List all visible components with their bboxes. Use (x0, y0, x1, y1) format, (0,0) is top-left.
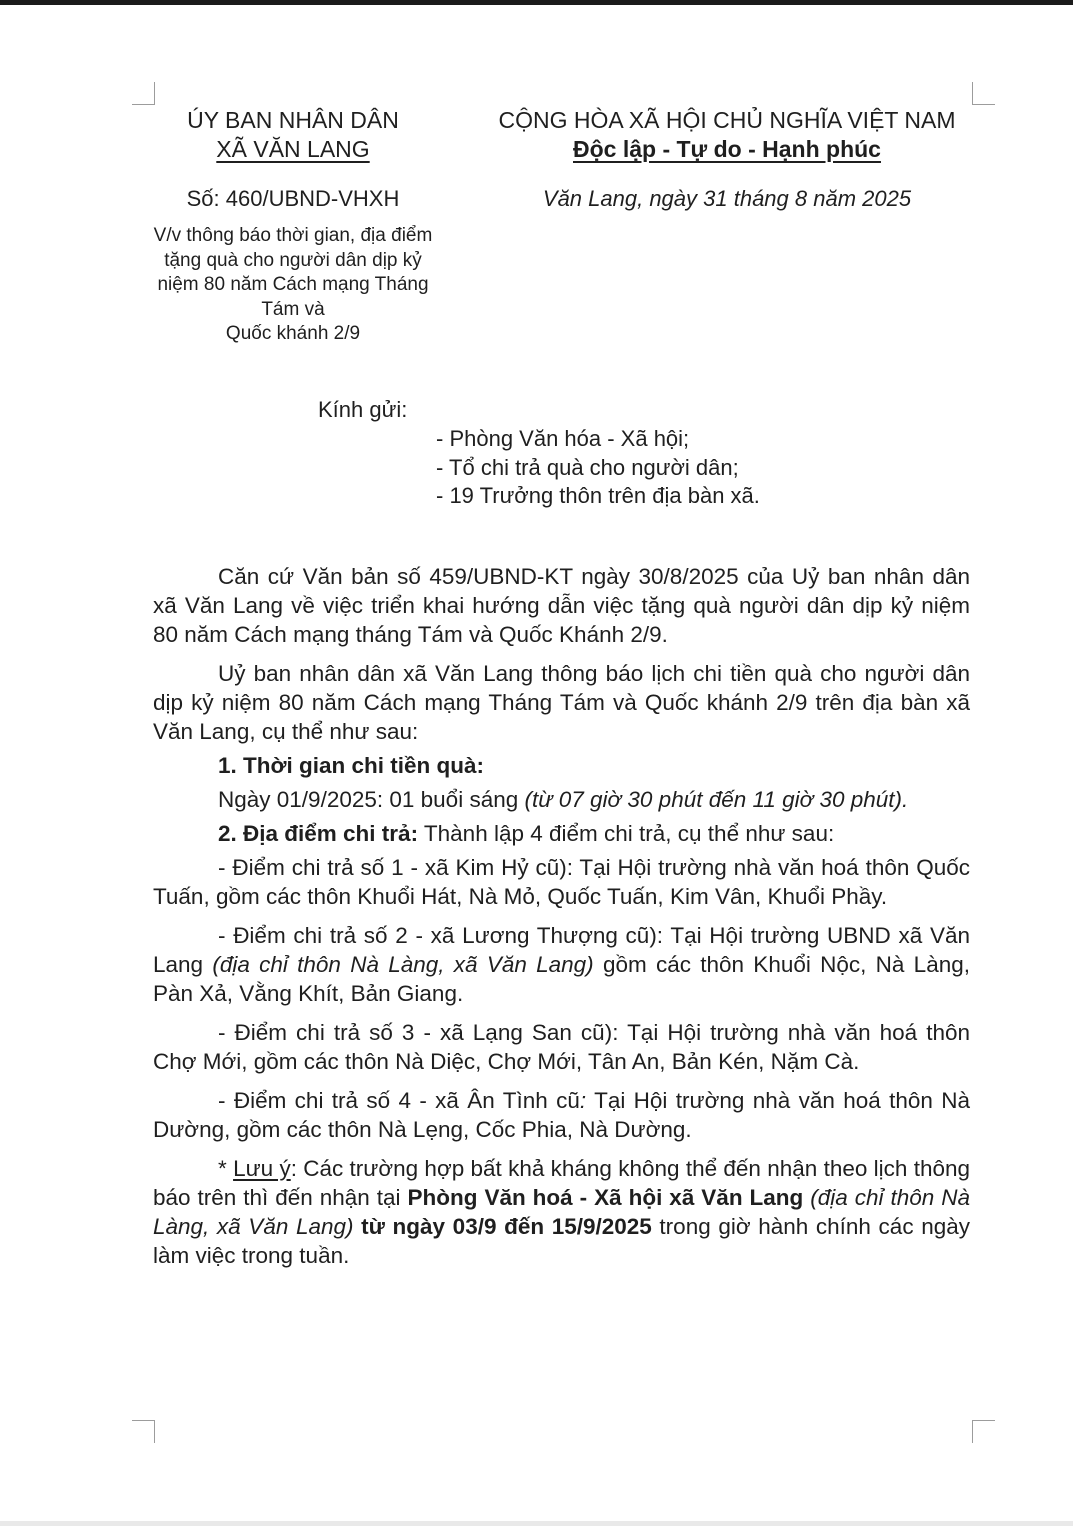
location-2-text: - Điểm chi trả số 2 - xã Lương Thượng cũ): Tại Hội trường UBND xã Văn Lang (153, 923, 970, 977)
recipient-item: - Phòng Văn hóa - Xã hội; (436, 426, 690, 451)
paragraph-time (153, 785, 970, 814)
location-item-3: - Điểm chi trả số 3 - xã Lạng San cũ): Tại Hội trường nhà văn hoá thôn Chợ Mới, gồm các thôn Nà Diệc, Chợ Mới, Tân An, Bản Kén, Nặm Cà. (153, 1020, 970, 1074)
motto-line (492, 135, 962, 164)
location-item-4 (153, 1086, 970, 1144)
crop-mark-bottom-left (132, 1420, 155, 1443)
crop-mark-bottom-right (972, 1420, 995, 1443)
authority-name: XÃ VĂN LANG (216, 136, 370, 162)
authority-line-1: ÚY BAN NHÂN DÂN (187, 107, 399, 133)
paragraph-note (153, 1154, 970, 1270)
note-hours: trong giờ hành chính các ngày làm việc trong tuần. (153, 1214, 970, 1268)
paragraph-legal-basis: Căn cứ Văn bản số 459/UBND-KT ngày 30/8/2025 của Uỷ ban nhân dân xã Văn Lang về việc triển khai hướng dẫn việc tặng quà người dân dịp kỷ niệm 80 năm Cách mạng tháng Tám và Quốc Khánh 2/9. (153, 564, 970, 647)
location-4-detail: Tại Hội trường nhà văn hoá thôn Nà Dường, gồm các thôn Nà Lẹng, Cốc Phia, Nà Dường. (153, 1088, 970, 1142)
recipients-label: Kính gửi: (318, 397, 408, 422)
national-title-line: CỘNG HÒA XÃ HỘI CHỦ NGHĨA VIỆT NAM (498, 107, 956, 133)
location-4-text: - Điểm chi trả số 4 - xã Ân Tình cũ (218, 1088, 580, 1113)
time-hours: (từ 07 giờ 30 phút đến 11 giờ 30 phút). (524, 787, 909, 812)
note-label: Lưu ý (233, 1156, 291, 1181)
recipient-item: - Tổ chi trả quà cho người dân; (436, 454, 739, 480)
document-body (153, 562, 970, 1270)
note-text: : Các trường hợp bất khả kháng không thể đến nhận theo lịch thông báo trên thì đến nhận tại (153, 1156, 971, 1210)
subject-line: V/v thông báo thời gian, địa điểm (153, 225, 433, 246)
subject-line: tặng quà cho người dân dịp kỷ (164, 249, 422, 271)
subject-line: niệm 80 năm Cách mạng Tháng (157, 274, 429, 295)
place-date: Văn Lang, ngày 31 tháng 8 năm 2025 (542, 186, 912, 211)
location-2-villages: gồm các thôn Khuổi Nộc, Nà Làng, Pàn Xả, Vằng Khít, Bản Giang. (153, 952, 970, 1006)
crop-mark-top-left (132, 82, 155, 105)
subject-line: Tám và (261, 298, 325, 320)
document-number: Số: 460/UBND-VHXH (186, 186, 400, 211)
recipients-list (436, 425, 760, 511)
recipient-item: - 19 Trưởng thôn trên địa bàn xã. (436, 483, 760, 508)
time-text: Ngày 01/9/2025: 01 buổi sáng (218, 787, 525, 812)
note-star: * (218, 1156, 234, 1181)
paragraph-locations-intro (153, 819, 970, 848)
paragraph-announcement: Uỷ ban nhân dân xã Văn Lang thông báo lịch chi tiền quà cho người dân dịp kỷ niệm 80 năm Cách mạng Tháng Tám và Quốc khánh 2/9 trên địa bàn xã Văn Lang, cụ thể như sau: (153, 661, 970, 744)
issuing-authority (143, 106, 443, 164)
subject-summary (133, 224, 453, 347)
note-office: Phòng Văn hoá - Xã hội xã Văn Lang (407, 1185, 804, 1210)
bottom-edge-bar (0, 1521, 1073, 1526)
location-item-2 (153, 921, 970, 1008)
note-dates: từ ngày 03/9 đến 15/9/2025 (353, 1214, 652, 1239)
section-heading-time: 1. Thời gian chi tiền quà: (218, 753, 485, 778)
location-2-address: (địa chỉ thôn Nà Làng, xã Văn Lang) (212, 952, 594, 977)
motto: Độc lập - Tự do - Hạnh phúc (573, 136, 881, 162)
crop-mark-top-right (972, 82, 995, 105)
subject-line: Quốc khánh 2/9 (225, 323, 361, 344)
top-edge-bar (0, 0, 1073, 5)
locations-intro-text: Thành lập 4 điểm chi trả, cụ thể như sau: (418, 821, 835, 846)
national-title (492, 106, 962, 164)
location-item-1: - Điểm chi trả số 1 - xã Kim Hỷ cũ): Tại Hội trường nhà văn hoá thôn Quốc Tuấn, gồm các thôn Khuổi Hát, Nà Mỏ, Quốc Tuấn, Kim Vân, Khuổi Phầy. (153, 855, 970, 909)
authority-line-2 (143, 135, 443, 164)
note-address: (địa chỉ thôn Nà Làng, xã Văn Lang) (153, 1185, 970, 1239)
section-heading-location: 2. Địa điểm chi trả: (218, 821, 419, 846)
location-4-colon: : (579, 1088, 587, 1113)
